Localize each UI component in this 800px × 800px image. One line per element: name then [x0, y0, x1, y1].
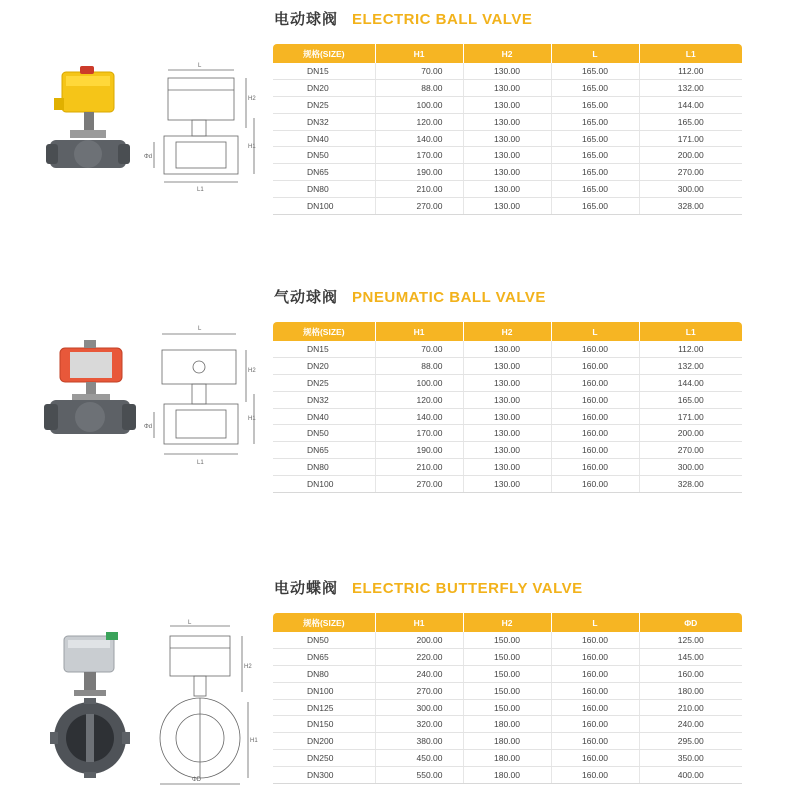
value-cell: 150.00 [463, 648, 551, 665]
value-cell: 140.00 [375, 130, 463, 147]
table-row [273, 750, 742, 767]
size-cell: DN25 [273, 374, 375, 391]
value-cell: 160.00 [551, 442, 639, 459]
value-cell: 112.00 [639, 341, 742, 357]
value-cell: 170.00 [375, 147, 463, 164]
value-cell: 320.00 [375, 716, 463, 733]
value-cell: 125.00 [639, 632, 742, 648]
column-header: L1 [639, 322, 742, 341]
value-cell: 130.00 [463, 391, 551, 408]
value-cell: 160.00 [551, 648, 639, 665]
value-cell: 300.00 [639, 459, 742, 476]
value-cell: 210.00 [375, 181, 463, 198]
column-header: 规格(SIZE) [273, 44, 375, 63]
value-cell: 270.00 [375, 476, 463, 493]
size-cell: DN125 [273, 699, 375, 716]
table-row [273, 733, 742, 750]
electric-butterfly-valve-photo [46, 628, 142, 788]
column-header: 规格(SIZE) [273, 322, 375, 341]
value-cell: 160.00 [551, 632, 639, 648]
value-cell: 132.00 [639, 79, 742, 96]
value-cell: 170.00 [375, 425, 463, 442]
table-row [273, 130, 742, 147]
table-row [273, 716, 742, 733]
value-cell: 145.00 [639, 648, 742, 665]
section-title-pneumatic-ball-valve [274, 286, 546, 307]
value-cell: 132.00 [639, 357, 742, 374]
column-header: 规格(SIZE) [273, 613, 375, 632]
dim-label-top: L [198, 326, 202, 332]
value-cell: 180.00 [639, 682, 742, 699]
value-cell: 88.00 [375, 357, 463, 374]
value-cell: 400.00 [639, 767, 742, 784]
table-row [273, 682, 742, 699]
value-cell: 100.00 [375, 96, 463, 113]
column-header: L [551, 613, 639, 632]
column-header: H1 [375, 44, 463, 63]
table-row [273, 632, 742, 648]
table-row [273, 476, 742, 493]
table-row [273, 665, 742, 682]
value-cell: 100.00 [375, 374, 463, 391]
column-header: L [551, 44, 639, 63]
value-cell: 190.00 [375, 442, 463, 459]
value-cell: 130.00 [463, 341, 551, 357]
value-cell: 130.00 [463, 425, 551, 442]
table-row [273, 113, 742, 130]
section-title-electric-ball-valve [274, 8, 532, 29]
value-cell: 300.00 [375, 699, 463, 716]
table-row [273, 767, 742, 784]
value-cell: 160.00 [551, 408, 639, 425]
value-cell: 180.00 [463, 733, 551, 750]
table-row [273, 442, 742, 459]
value-cell: 165.00 [551, 113, 639, 130]
dim-label-left: Φd [144, 154, 153, 160]
table-header-row [273, 322, 742, 341]
value-cell: 160.00 [551, 699, 639, 716]
value-cell: 120.00 [375, 391, 463, 408]
value-cell: 180.00 [463, 767, 551, 784]
size-cell: DN150 [273, 716, 375, 733]
value-cell: 165.00 [639, 113, 742, 130]
value-cell: 130.00 [463, 113, 551, 130]
value-cell: 450.00 [375, 750, 463, 767]
column-header: H1 [375, 613, 463, 632]
value-cell: 130.00 [463, 476, 551, 493]
dim-label-bottom: L1 [197, 187, 204, 193]
value-cell: 165.00 [551, 130, 639, 147]
pneumatic-ball-valve-photo [40, 336, 140, 446]
size-cell: DN15 [273, 63, 375, 79]
dim-label-right2: H1 [250, 738, 258, 744]
value-cell: 171.00 [639, 408, 742, 425]
column-header: L [551, 322, 639, 341]
size-cell: DN32 [273, 113, 375, 130]
value-cell: 550.00 [375, 767, 463, 784]
table-row [273, 408, 742, 425]
value-cell: 144.00 [639, 374, 742, 391]
value-cell: 70.00 [375, 63, 463, 79]
value-cell: 270.00 [639, 442, 742, 459]
value-cell: 160.00 [551, 341, 639, 357]
size-cell: DN80 [273, 665, 375, 682]
value-cell: 130.00 [463, 63, 551, 79]
value-cell: 300.00 [639, 181, 742, 198]
value-cell: 130.00 [463, 147, 551, 164]
electric-butterfly-valve-drawing [148, 618, 268, 788]
value-cell: 270.00 [375, 682, 463, 699]
value-cell: 200.00 [639, 147, 742, 164]
table-row [273, 374, 742, 391]
electric-ball-valve-drawing [142, 58, 262, 198]
size-cell: DN250 [273, 750, 375, 767]
value-cell: 180.00 [463, 750, 551, 767]
value-cell: 270.00 [375, 198, 463, 215]
value-cell: 160.00 [551, 476, 639, 493]
value-cell: 165.00 [551, 164, 639, 181]
value-cell: 200.00 [639, 425, 742, 442]
value-cell: 160.00 [551, 391, 639, 408]
size-cell: DN20 [273, 357, 375, 374]
size-cell: DN50 [273, 632, 375, 648]
value-cell: 130.00 [463, 374, 551, 391]
value-cell: 165.00 [551, 79, 639, 96]
title-en: ELECTRIC BALL VALVE [352, 11, 533, 28]
value-cell: 210.00 [375, 459, 463, 476]
dim-label-right2: H1 [248, 416, 256, 422]
value-cell: 130.00 [463, 459, 551, 476]
dim-label-right: H2 [248, 96, 256, 102]
value-cell: 150.00 [463, 682, 551, 699]
column-header: L1 [639, 44, 742, 63]
table-row [273, 79, 742, 96]
size-cell: DN300 [273, 767, 375, 784]
value-cell: 180.00 [463, 716, 551, 733]
table-row [273, 391, 742, 408]
value-cell: 150.00 [463, 632, 551, 648]
size-cell: DN80 [273, 181, 375, 198]
value-cell: 295.00 [639, 733, 742, 750]
size-cell: DN100 [273, 476, 375, 493]
size-cell: DN50 [273, 147, 375, 164]
value-cell: 200.00 [375, 632, 463, 648]
column-header: H2 [463, 613, 551, 632]
dim-label-right2: H1 [248, 144, 256, 150]
value-cell: 160.00 [551, 665, 639, 682]
value-cell: 130.00 [463, 164, 551, 181]
electric-ball-valve-photo [40, 62, 140, 182]
table-header-row [273, 44, 742, 63]
table-row [273, 63, 742, 79]
title-en: ELECTRIC BUTTERFLY VALVE [352, 580, 583, 597]
table-row [273, 699, 742, 716]
value-cell: 70.00 [375, 341, 463, 357]
table-row [273, 425, 742, 442]
value-cell: 350.00 [639, 750, 742, 767]
dim-label-left: Φd [144, 424, 153, 430]
size-cell: DN65 [273, 648, 375, 665]
value-cell: 130.00 [463, 442, 551, 459]
value-cell: 220.00 [375, 648, 463, 665]
size-cell: DN100 [273, 198, 375, 215]
size-cell: DN15 [273, 341, 375, 357]
value-cell: 380.00 [375, 733, 463, 750]
title-cn: 电动蝶阀 [274, 579, 339, 597]
table-row [273, 164, 742, 181]
spec-table-pneumatic-ball-valve [273, 322, 742, 493]
dim-label-top: L [198, 63, 202, 69]
table-row [273, 459, 742, 476]
value-cell: 328.00 [639, 476, 742, 493]
value-cell: 130.00 [463, 96, 551, 113]
value-cell: 160.00 [551, 750, 639, 767]
dim-label-bottom: L1 [197, 460, 204, 466]
value-cell: 130.00 [463, 408, 551, 425]
value-cell: 165.00 [639, 391, 742, 408]
value-cell: 165.00 [551, 96, 639, 113]
dim-label-right: H2 [244, 664, 252, 670]
size-cell: DN100 [273, 682, 375, 699]
table-row [273, 181, 742, 198]
value-cell: 130.00 [463, 357, 551, 374]
value-cell: 165.00 [551, 198, 639, 215]
value-cell: 165.00 [551, 147, 639, 164]
value-cell: 165.00 [551, 181, 639, 198]
value-cell: 171.00 [639, 130, 742, 147]
table-row [273, 147, 742, 164]
spec-table-electric-butterfly-valve [273, 613, 742, 784]
value-cell: 160.00 [551, 682, 639, 699]
value-cell: 150.00 [463, 699, 551, 716]
table-header-row [273, 613, 742, 632]
value-cell: 144.00 [639, 96, 742, 113]
size-cell: DN50 [273, 425, 375, 442]
value-cell: 120.00 [375, 113, 463, 130]
size-cell: DN20 [273, 79, 375, 96]
value-cell: 130.00 [463, 181, 551, 198]
table-row [273, 198, 742, 215]
size-cell: DN200 [273, 733, 375, 750]
size-cell: DN32 [273, 391, 375, 408]
dim-label-right: H2 [248, 368, 256, 374]
value-cell: 165.00 [551, 63, 639, 79]
value-cell: 150.00 [463, 665, 551, 682]
dim-label-bottom: ΦD [192, 777, 202, 783]
table-row [273, 648, 742, 665]
title-cn: 电动球阀 [274, 10, 339, 28]
table-row [273, 341, 742, 357]
value-cell: 240.00 [639, 716, 742, 733]
value-cell: 130.00 [463, 130, 551, 147]
size-cell: DN40 [273, 130, 375, 147]
value-cell: 140.00 [375, 408, 463, 425]
value-cell: 160.00 [551, 733, 639, 750]
value-cell: 130.00 [463, 198, 551, 215]
value-cell: 160.00 [551, 357, 639, 374]
value-cell: 240.00 [375, 665, 463, 682]
value-cell: 160.00 [639, 665, 742, 682]
value-cell: 130.00 [463, 79, 551, 96]
section-title-electric-butterfly-valve [274, 577, 583, 598]
spec-table-electric-ball-valve [273, 44, 742, 215]
value-cell: 160.00 [551, 374, 639, 391]
value-cell: 160.00 [551, 425, 639, 442]
size-cell: DN65 [273, 164, 375, 181]
value-cell: 88.00 [375, 79, 463, 96]
table-row [273, 96, 742, 113]
size-cell: DN25 [273, 96, 375, 113]
column-header: H2 [463, 44, 551, 63]
value-cell: 328.00 [639, 198, 742, 215]
column-header: ΦD [639, 613, 742, 632]
column-header: H2 [463, 322, 551, 341]
value-cell: 160.00 [551, 716, 639, 733]
table-row [273, 357, 742, 374]
column-header: H1 [375, 322, 463, 341]
value-cell: 270.00 [639, 164, 742, 181]
value-cell: 210.00 [639, 699, 742, 716]
pneumatic-ball-valve-drawing [142, 320, 262, 470]
value-cell: 112.00 [639, 63, 742, 79]
value-cell: 190.00 [375, 164, 463, 181]
size-cell: DN80 [273, 459, 375, 476]
value-cell: 160.00 [551, 459, 639, 476]
dim-label-top: L [188, 620, 192, 626]
title-en: PNEUMATIC BALL VALVE [352, 289, 546, 306]
size-cell: DN40 [273, 408, 375, 425]
title-cn: 气动球阀 [274, 288, 339, 306]
value-cell: 160.00 [551, 767, 639, 784]
size-cell: DN65 [273, 442, 375, 459]
